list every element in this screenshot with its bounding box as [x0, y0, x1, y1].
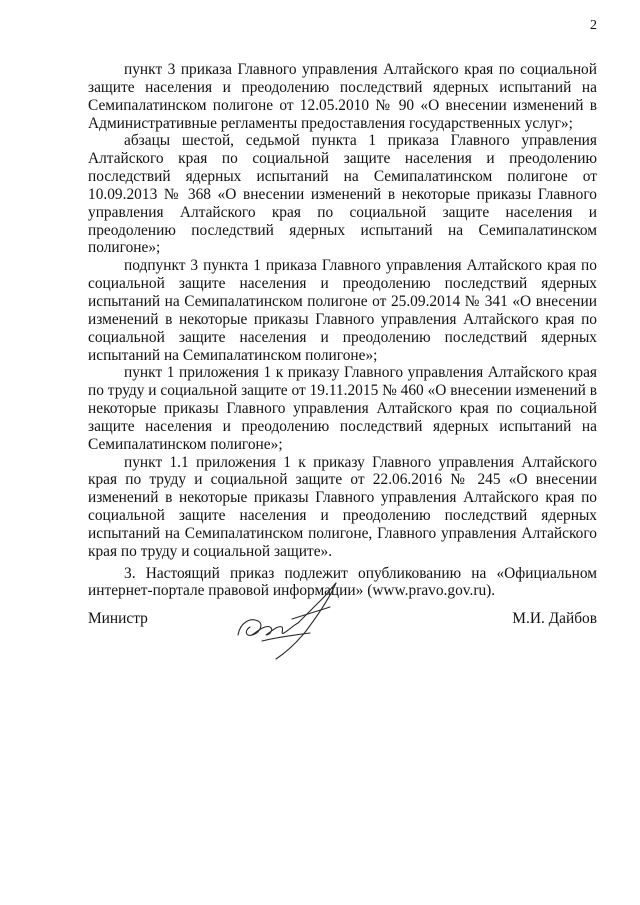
document-body: [88, 61, 597, 600]
paragraph-publication: 3. Настоящий приказ подлежит опубликованию на «Официальном интернет-портале правовой информации» (www.pravo.gov.ru).: [88, 564, 597, 600]
signature-block: [88, 610, 597, 634]
paragraph-clause-3: подпункт 3 пункта 1 приказа Главного управления Алтайского края по социальной защите населения и преодолению последствий ядерных испытаний на Семипалатинском полигоне от 25.09.2014 № 341 «О внесении изменений в некоторые приказы Главного управления Алтайского края по социальной защите населения и преодолению последствий ядерных испытаний на Семипалатинском полигоне»;: [88, 257, 597, 364]
signer-title: Министр: [88, 610, 148, 627]
paragraph-clause-4: пункт 1 приложения 1 к приказу Главного управления Алтайского края по труду и социальной защите от 19.11.2015 № 460 «О внесении изменений в некоторые приказы Главного управления Алтайского края по социальной защите населения и преодолению последствий ядерных испытаний на Семипалатинском полигоне»;: [88, 364, 597, 453]
page-number: 2: [590, 18, 597, 33]
paragraph-clause-2: абзацы шестой, седьмой пункта 1 приказа Главного управления Алтайского края по социальной защите населения и преодолению последствий ядерных испытаний на Семипалатинском полигоне от 10.09.2013 № 368 «О внесении изменений в некоторые приказы Главного управления Алтайского края по социальной защите населения и преодолению последствий ядерных испытаний на Семипалатинском полигоне»;: [88, 132, 597, 257]
paragraph-clause-1: пункт 3 приказа Главного управления Алтайского края по социальной защите населения и преодолению последствий ядерных испытаний на Семипалатинском полигоне от 12.05.2010 № 90 «О внесении изменений в Административные регламенты предоставления государственных услуг»;: [88, 61, 597, 132]
signer-name: М.И. Дайбов: [512, 610, 597, 627]
paragraph-clause-5: пункт 1.1 приложения 1 к приказу Главного управления Алтайского края по труду и социальной защите от 22.06.2016 № 245 «О внесении изменений в некоторые приказы Главного управления Алтайского края по социальной защите населения и преодолению последствий ядерных испытаний на Семипалатинском полигоне, Главного управления Алтайского края по труду и социальной защите».: [88, 453, 597, 560]
